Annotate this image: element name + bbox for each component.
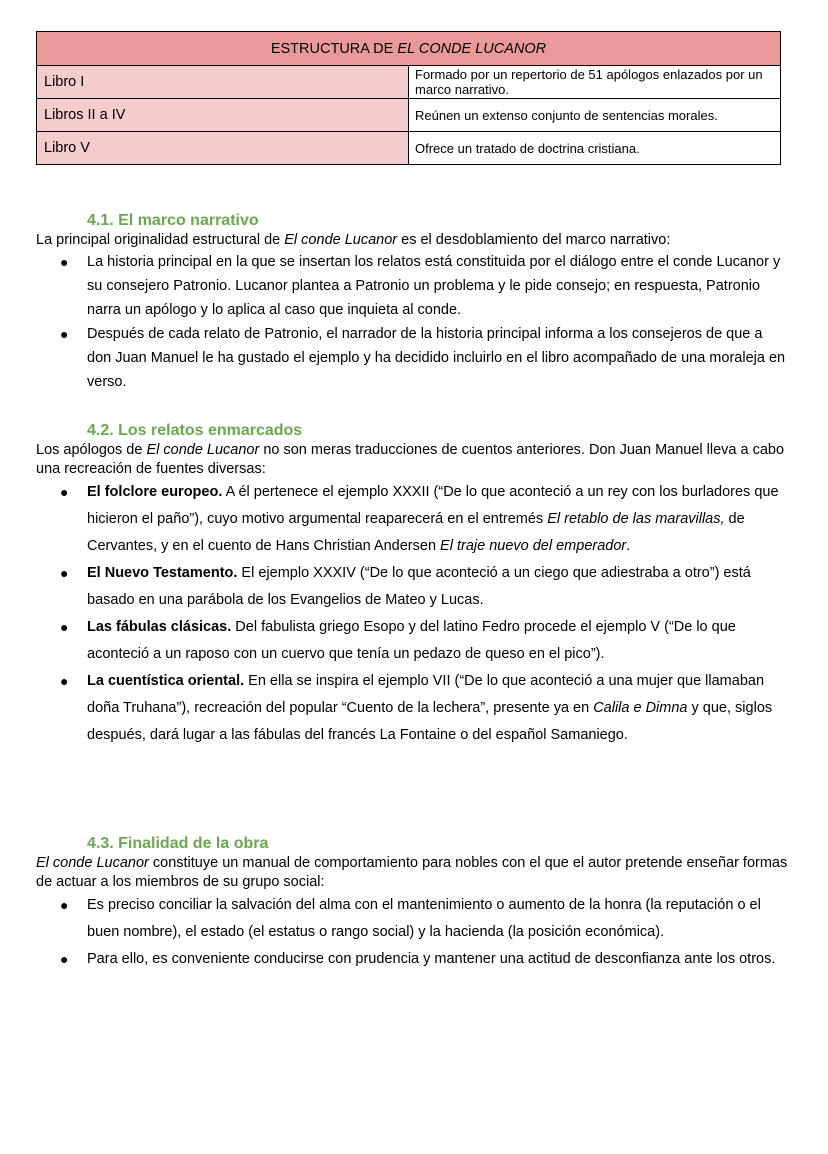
table-title [37, 32, 781, 66]
list-item-italic: Calila e Dimna [593, 700, 688, 716]
list-item [36, 892, 788, 946]
list-item-bold: El Nuevo Testamento. [87, 565, 238, 581]
section-intro [36, 231, 788, 250]
section-relatos-enmarcados [36, 421, 788, 749]
list-item-text: . [626, 538, 631, 554]
table-row [37, 99, 781, 132]
bullet-icon: ● [60, 673, 69, 689]
intro-text: La principal originalidad estructural de [36, 232, 285, 248]
bullet-icon: ● [60, 565, 69, 581]
bullet-icon: ● [60, 254, 69, 270]
row-label: Libro V [37, 132, 409, 165]
list-item-text: Es preciso conciliar la salvación del alma con el mantenimiento o aumento de la honra (la reputación o el buen nombre), el estado (el estatus o rango social) y la hacienda (la posición económica). [87, 897, 761, 940]
list-item [36, 560, 788, 614]
list-item-italic: El retablo de las maravillas, [547, 511, 725, 527]
intro-italic: El conde Lucanor [284, 232, 398, 248]
row-description: Ofrece un tratado de doctrina cristiana. [409, 132, 781, 165]
row-description: Formado por un repertorio de 51 apólogos enlazados por un marco narrativo. [409, 66, 781, 99]
list-item [36, 668, 788, 749]
section-finalidad [36, 834, 788, 973]
list-item-text: En ella se inspira el ejemplo VII (“De lo que aconteció a una mujer que llamaban doña Truhana”), recreación del popular “Cuento de la lechera”, presente ya en [87, 673, 765, 716]
bullet-list [36, 892, 788, 973]
intro-text: no son meras traducciones de cuentos anteriores. Don Juan Manuel lleva a cabo una recreación de fuentes diversas: [36, 442, 785, 477]
section-intro [36, 854, 788, 892]
bullet-list [36, 479, 788, 749]
list-item [36, 946, 788, 973]
list-item [36, 479, 788, 560]
list-item-text: Del fabulista griego Esopo y del latino Fedro procede el ejemplo V (“De lo que aconteció a un raposo con un cuervo que tenía un pedazo de queso en el pico”). [87, 619, 736, 662]
section-intro [36, 441, 788, 479]
section-marco-narrativo [36, 211, 788, 394]
list-item-text: Después de cada relato de Patronio, el narrador de la historia principal informa a los consejeros de que a don Juan Manuel le ha gustado el ejemplo y ha decidido incluirlo en el libro acompañado de una moraleja en verso. [87, 326, 786, 390]
list-item-text: y que, siglos después, dará lugar a las fábulas del francés La Fontaine o del español Samaniego. [87, 700, 773, 743]
section-heading: 4.3. Finalidad de la obra [87, 835, 269, 852]
intro-italic: El conde Lucanor [146, 442, 260, 458]
list-item-bold: Las fábulas clásicas. [87, 619, 232, 635]
section-heading: 4.2. Los relatos enmarcados [87, 422, 303, 439]
list-item-bold: El folclore europeo. [87, 484, 223, 500]
bullet-icon: ● [60, 484, 69, 500]
list-item-bold: La cuentística oriental. [87, 673, 245, 689]
bullet-icon: ● [60, 326, 69, 342]
table-header-row [37, 32, 781, 66]
list-item-text: Para ello, es conveniente conducirse con prudencia y mantener una actitud de desconfianza ante los otros. [87, 951, 776, 967]
list-item [36, 250, 788, 322]
row-label: Libro I [37, 66, 409, 99]
list-item [36, 322, 788, 394]
list-item-text: de Cervantes, y en el cuento de Hans Christian Andersen [87, 511, 745, 554]
list-item [36, 614, 788, 668]
bullet-list [36, 250, 788, 394]
intro-italic: El conde Lucanor [36, 855, 149, 871]
structure-table [36, 31, 781, 165]
section-heading: 4.1. El marco narrativo [87, 212, 259, 229]
table-title-italic: EL CONDE LUCANOR [397, 40, 547, 57]
row-description: Reúnen un extenso conjunto de sentencias morales. [409, 99, 781, 132]
table-title-prefix: ESTRUCTURA DE [270, 40, 398, 57]
list-item-text: A él pertenece el ejemplo XXXII (“De lo que aconteció a un rey con los burladores que hicieron el paño”), cuyo motivo argumental reaparecerá en el entremés [87, 484, 779, 527]
intro-text: constituye un manual de comportamiento para nobles con el que el autor pretende enseñar formas de actuar a los miembros de su grupo social: [36, 855, 788, 890]
list-item-text: El ejemplo XXXIV (“De lo que aconteció a un ciego que adiestraba a otro”) está basado en una parábola de los Evangelios de Mateo y Lucas. [87, 565, 751, 608]
bullet-icon: ● [60, 619, 69, 635]
row-label: Libros II a IV [37, 99, 409, 132]
intro-text: Los apólogos de [36, 442, 147, 458]
intro-text: es el desdoblamiento del marco narrativo: [397, 232, 671, 248]
bullet-icon: ● [60, 951, 69, 967]
list-item-text: La historia principal en la que se insertan los relatos está constituida por el diálogo entre el conde Lucanor y su consejero Patronio. Lucanor plantea a Patronio un problema y le pide consejo; en respuesta, Patronio narra un apólogo y lo aplica al caso que inquieta al conde. [87, 254, 781, 318]
list-item-italic: El traje nuevo del emperador [440, 538, 627, 554]
table-row [37, 66, 781, 99]
bullet-icon: ● [60, 897, 69, 913]
table-row [37, 132, 781, 165]
